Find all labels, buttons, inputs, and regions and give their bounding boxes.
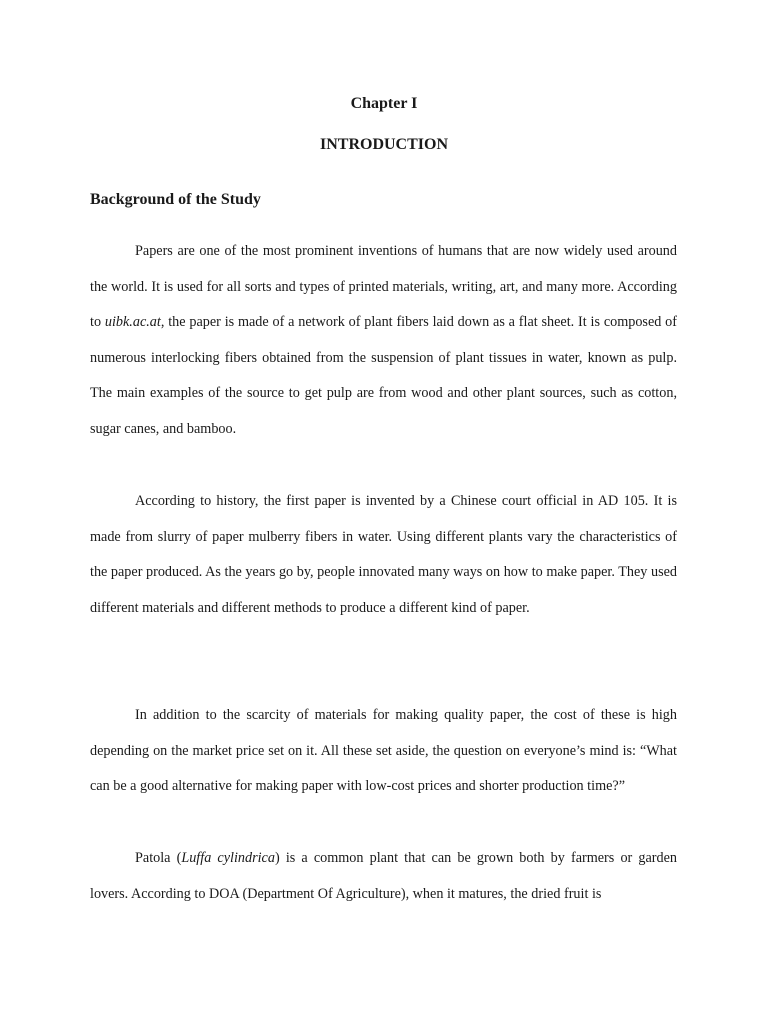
paragraph-4-text-a: Patola ( [135,850,182,866]
species-name: Luffa cylindrica [181,850,275,866]
paragraph-3: In addition to the scarcity of materials for making quality paper, the cost of these is high depending on the market price set on it. All these set aside, the question on everyone’s mind is: “What can be a good alternative for making paper with low-cost prices and shorter production time?” [90,707,677,795]
paragraph-4 [90,841,677,912]
paragraph-1 [90,234,677,448]
chapter-title: INTRODUCTION [319,136,448,153]
paragraph-1-text-b: , the paper is made of a network of plant fibers laid down as a flat sheet. It is composed of numerous interlocking fibers obtained from the suspension of plant tissues in water, known as pulp. The main examples of the source to get pulp are from wood and other plant sources, such as cotton, sugar canes, and bamboo. [90,314,677,437]
section-heading: Background of the Study [90,191,261,208]
paragraph-2: According to history, the first paper is invented by a Chinese court official in AD 105. It is made from slurry of paper mulberry fibers in water. Using different plants vary the characteristics of the paper produced. As the years go by, people innovated many ways on how to make paper. They used different materials and different methods to produce a different kind of paper. [90,493,677,616]
source-site: uibk.ac.at [104,314,161,331]
paragraph-1-text-a: Papers are one of the most prominent inventions of humans that are now widely used around the world. It is used for all sorts and types of printed materials, writing, art, and many more. According to [90,243,677,331]
chapter-label: Chapter I [350,95,418,112]
paragraph-4-text-b: ) is a common plant that can be grown both by farmers or garden lovers. According to DOA (Department Of Agriculture), when it matures, the dried fruit is [90,850,678,902]
